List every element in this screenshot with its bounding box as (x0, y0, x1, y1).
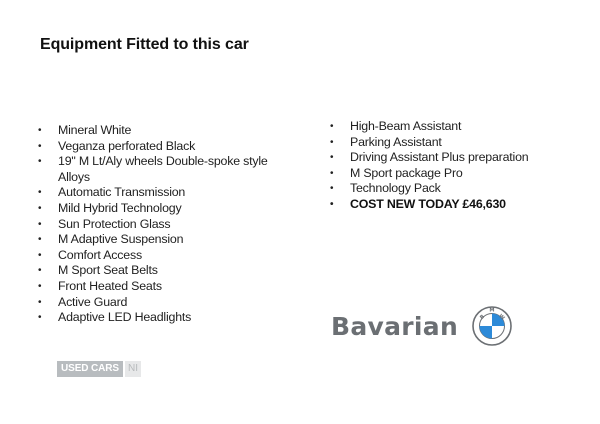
bullet-icon: • (38, 280, 42, 292)
equipment-item (38, 310, 278, 326)
equipment-item-label: High-Beam Assistant (350, 119, 462, 133)
equipment-list-left (38, 123, 278, 326)
bullet-icon: • (38, 218, 42, 230)
bullet-icon: • (38, 234, 42, 246)
used-cars-badge (57, 361, 141, 377)
cost-new-today (330, 197, 570, 213)
equipment-item-label: M Sport package Pro (350, 165, 463, 180)
equipment-list-right (330, 119, 570, 213)
equipment-item (330, 166, 570, 182)
dealer-brand (331, 306, 512, 346)
bullet-icon: • (38, 296, 42, 308)
equipment-item (330, 135, 570, 151)
equipment-item (38, 139, 278, 155)
equipment-item-label: Technology Pack (350, 181, 441, 196)
equipment-item-label: Front Heated Seats (58, 278, 162, 293)
bullet-icon: • (38, 125, 42, 136)
bullet-icon: • (38, 312, 42, 324)
bullet-icon: • (330, 183, 334, 195)
equipment-item (330, 181, 570, 197)
bullet-icon: • (330, 136, 334, 148)
equipment-item (330, 150, 570, 166)
bmw-roundel-icon (472, 306, 512, 346)
equipment-item (38, 232, 278, 248)
equipment-item-label: 19" M Lt/Aly wheels Double-spoke style Alloys (58, 154, 268, 184)
cost-new-today-label: COST NEW TODAY £46,630 (350, 196, 506, 211)
bullet-icon: • (38, 187, 42, 199)
bullet-icon: • (38, 265, 42, 277)
equipment-item (38, 248, 278, 264)
equipment-item-label: Veganza perforated Black (58, 138, 196, 153)
equipment-item-label: Mineral White (58, 123, 132, 137)
equipment-item-label: Mild Hybrid Technology (58, 200, 182, 215)
bullet-icon: • (330, 152, 334, 164)
region-label: NI (125, 361, 141, 377)
equipment-item (330, 119, 570, 135)
equipment-item-label: Automatic Transmission (58, 185, 186, 200)
equipment-item-label: Parking Assistant (350, 134, 442, 149)
logo-letter-m: M (489, 307, 495, 314)
equipment-item-label: Comfort Access (58, 247, 142, 262)
bullet-icon: • (330, 121, 334, 132)
logo-letter-b: B (479, 313, 487, 322)
equipment-item-label: Driving Assistant Plus preparation (350, 150, 529, 165)
equipment-item (38, 263, 278, 279)
page-title: Equipment Fitted to this car (40, 36, 249, 53)
bullet-icon: • (330, 198, 334, 210)
equipment-item (38, 295, 278, 311)
logo-letter-w: W (497, 313, 506, 322)
dealer-name: Bavarian (331, 311, 459, 341)
equipment-item (38, 217, 278, 233)
bullet-icon: • (38, 140, 42, 152)
equipment-item (38, 201, 278, 217)
equipment-item (38, 154, 278, 185)
equipment-item-label: M Adaptive Suspension (58, 232, 184, 247)
equipment-item-label: Active Guard (58, 294, 128, 309)
equipment-item (38, 279, 278, 295)
equipment-item-label: Sun Protection Glass (58, 216, 171, 231)
equipment-item (38, 185, 278, 201)
equipment-item-label: Adaptive LED Headlights (58, 310, 192, 325)
bullet-icon: • (330, 167, 334, 179)
bullet-icon: • (38, 249, 42, 261)
equipment-item (38, 123, 278, 139)
equipment-item-label: M Sport Seat Belts (58, 263, 158, 278)
used-cars-label: USED CARS (57, 361, 123, 377)
bullet-icon: • (38, 202, 42, 214)
bullet-icon: • (38, 156, 42, 168)
